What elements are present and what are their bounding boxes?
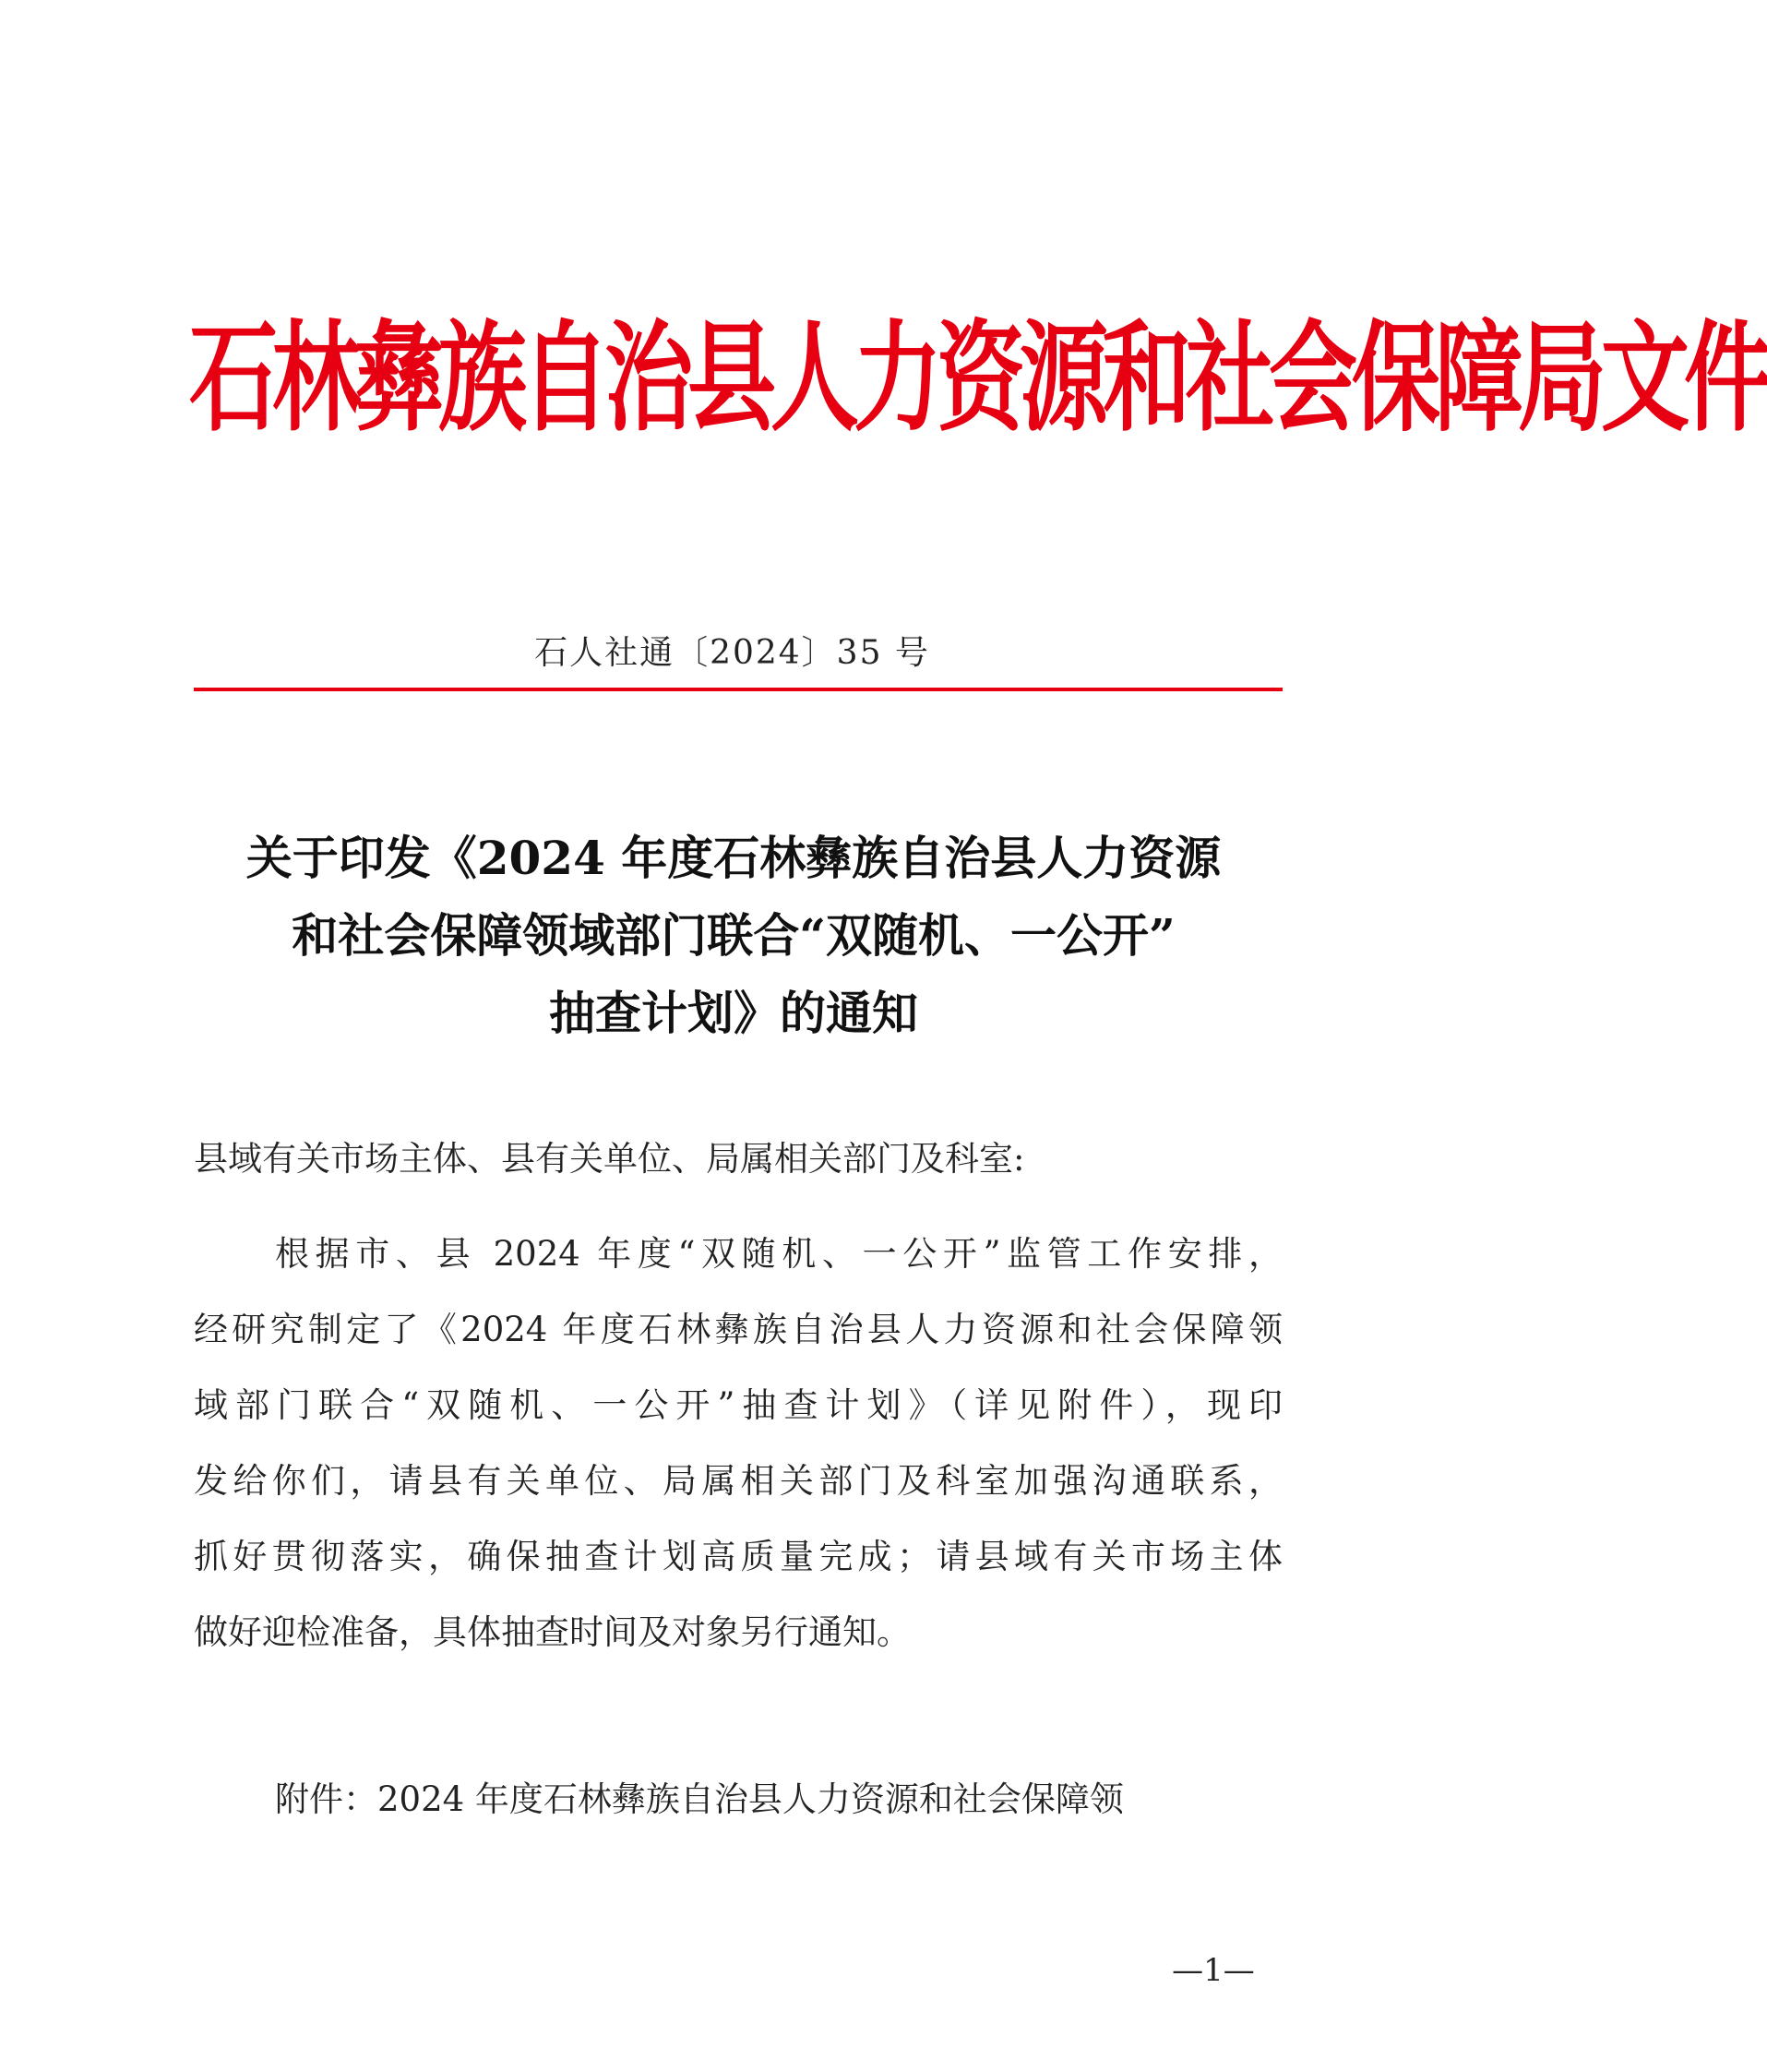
body-paragraph	[194, 1216, 1283, 1671]
body-line: 根据市、县 2024 年度“双随机、一公开”监管工作安排，	[275, 1234, 1283, 1274]
body-line: 发给你们，请县有关单位、局属相关部门及科室加强沟通联系，	[194, 1461, 1283, 1501]
body-line: 抓好贯彻落实，确保抽查计划高质量完成；请县域有关市场主体	[194, 1537, 1283, 1576]
notice-title-line: 关于印发《2024 年度石林彝族自治县人力资源	[245, 831, 1222, 885]
page-number: —1—	[1172, 1952, 1255, 1989]
notice-title-line: 和社会保障领域部门联合“双随机、一公开”	[292, 908, 1176, 963]
salutation: 县域有关市场主体、县有关单位、局属相关部门及科室:	[194, 1139, 1025, 1179]
notice-title	[185, 820, 1283, 1052]
document-header-title: 石林彝族自治县人力资源和社会保障局文件	[189, 308, 1767, 449]
body-line: 域部门联合“双随机、一公开”抽查计划》（详见附件），现印	[194, 1385, 1283, 1425]
body-line: 经研究制定了《2024 年度石林彝族自治县人力资源和社会保障领	[194, 1310, 1283, 1349]
document-number: 石人社通〔2024〕35 号	[534, 634, 930, 672]
red-separator-line	[194, 688, 1283, 691]
notice-title-line: 抽查计划》的通知	[549, 986, 918, 1040]
body-line: 做好迎检准备，具体抽查时间及对象另行通知。	[194, 1612, 911, 1652]
attachment-note: 附件：2024 年度石林彝族自治县人力资源和社会保障领	[275, 1779, 1124, 1819]
